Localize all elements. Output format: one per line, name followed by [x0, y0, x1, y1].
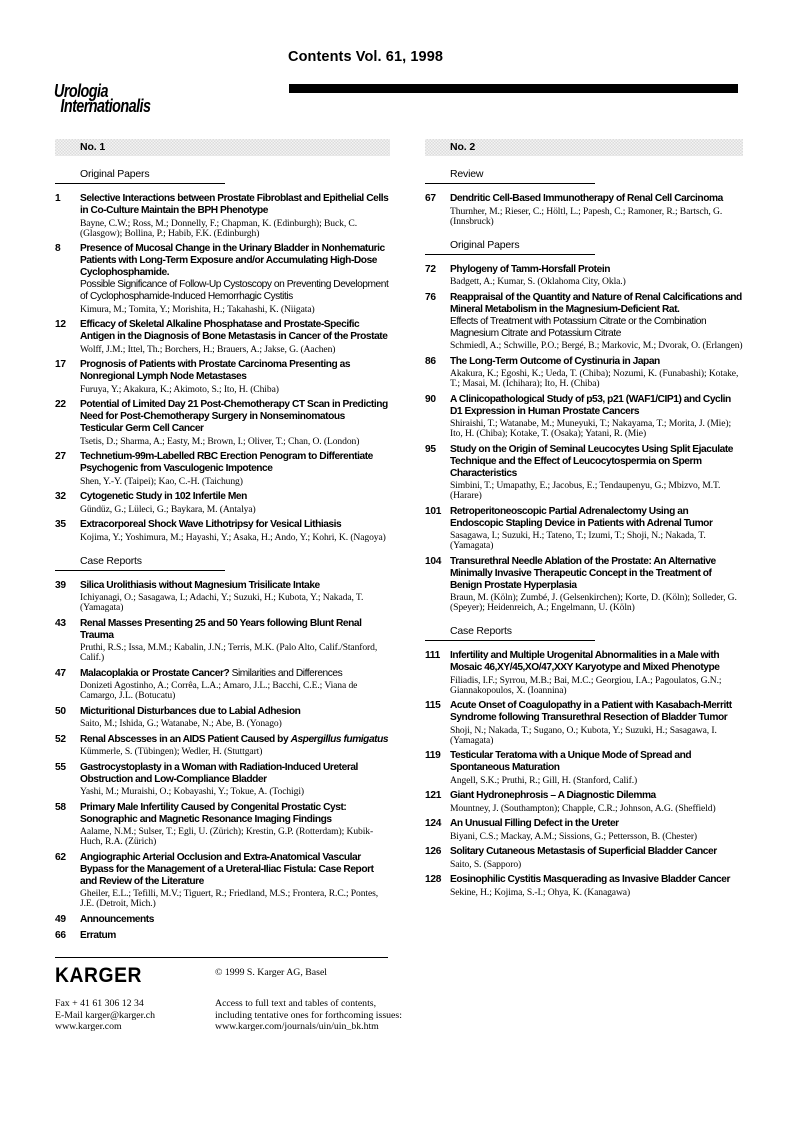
access-url-link[interactable]: www.karger.com/journals/uin/uin_bk.htm — [215, 1021, 379, 1032]
entry-authors: Aalame, N.M.; Sulser, T.; Egli, U. (Zürich); Krestin, G.P. (Rotterdam); Kubik-Huch, R.A. (Zürich) — [80, 826, 374, 847]
entry-title — [80, 519, 390, 531]
entry-title — [450, 790, 743, 802]
journal-logo — [54, 81, 151, 116]
entry-page-number: 27 — [55, 451, 66, 462]
toc-section — [55, 168, 390, 543]
toc-entry — [425, 394, 743, 440]
toc-entry — [425, 556, 743, 614]
entry-title — [80, 580, 390, 592]
entry-body — [450, 650, 743, 696]
entry-authors: Saito, S. (Sapporo) — [450, 858, 522, 870]
entry-body — [80, 930, 390, 942]
entry-title — [80, 734, 390, 746]
toc-entry — [55, 491, 390, 515]
entry-page-number: 119 — [425, 750, 441, 761]
entry-page-number: 43 — [55, 617, 66, 629]
entry-authors: Kojima, Y.; Yoshimura, M.; Hayashi, Y.; Asaka, H.; Ando, Y.; Kohri, K. (Nagoya) — [80, 531, 386, 543]
toc-entry — [425, 846, 743, 870]
section-entries — [425, 650, 743, 898]
entry-body — [450, 394, 743, 440]
entry-authors: Pruthi, R.S.; Issa, M.M.; Kabalin, J.N.; Terris, M.K. (Palo Alto, Calif./Stanford, Calif.) — [80, 642, 378, 663]
entry-body — [450, 556, 743, 614]
section-header-rule — [425, 640, 595, 641]
journal-name-line1: Urologia — [54, 81, 108, 101]
toc-entry — [55, 399, 390, 447]
entry-body — [450, 506, 743, 552]
title-segment: Angiographic Arterial Occlusion and Extra-Anatomical Vascular Bypass for the Management of a Ureteral-Iliac Fistula: Case Report and Review of the Literature — [80, 851, 374, 887]
section-header — [55, 555, 390, 571]
entry-title — [80, 914, 390, 926]
entry-authors: Biyani, C.S.; Mackay, A.M.; Sissions, G.; Pettersson, B. (Chester) — [450, 830, 698, 842]
entry-title — [80, 399, 390, 435]
entry-page-number: 50 — [55, 705, 66, 717]
toc-entry — [425, 356, 743, 390]
entry-title — [80, 451, 390, 475]
toc-entry — [55, 243, 390, 315]
title-segment: Retroperitoneoscopic Partial Adrenalectomy Using an Endoscopic Stapling Device in Patients with Adrenal Tumor — [450, 505, 713, 529]
entry-authors: Saito, M.; Ishida, G.; Watanabe, N.; Abe, B. (Yonago) — [80, 718, 282, 729]
toc-entry — [425, 700, 743, 746]
access-note-line2: including tentative ones for forthcoming issues: — [215, 1009, 402, 1021]
toc-section — [425, 625, 743, 898]
entry-page-number: 49 — [55, 913, 66, 925]
toc-entry — [55, 734, 390, 758]
issue-column — [425, 139, 743, 947]
page-title: Contents Vol. 61, 1998 — [288, 49, 444, 65]
email-line: E-Mail karger@karger.ch — [55, 1009, 156, 1021]
toc-entry — [55, 802, 390, 848]
title-segment: Presence of Mucosal Change in the Urinary Bladder in Nonhematuric Patients with Long-Term Exposure and/or Accumulating High-Dose Cyclophosphamide. — [80, 243, 385, 278]
entry-authors: Schmiedl, A.; Schwille, P.O.; Bergé, B.; Markovic, M.; Dvorak, O. (Erlangen) — [450, 340, 743, 351]
toc-entry — [425, 264, 743, 288]
issue-column-body — [425, 168, 743, 898]
title-segment: An Unusual Filling Defect in the Ureter — [450, 818, 619, 829]
entry-body — [80, 802, 390, 848]
toc-entry — [425, 292, 743, 352]
entry-title — [450, 874, 743, 886]
entry-title — [80, 319, 390, 343]
entry-authors: Mountney, J. (Southampton); Chapple, C.R.; Johnson, A.G. (Sheffield) — [450, 802, 716, 814]
entry-authors: Thurnher, M.; Rieser, C.; Höltl, L.; Papesh, C.; Ramoner, R.; Bartsch, G. (Innsbruck) — [450, 205, 723, 227]
entry-authors: Filiadis, I.F.; Syrrou, M.B.; Bai, M.C.; Georgiou, I.A.; Pagoulatos, G.N.; Giannakopoulos, X. (Ioannina) — [450, 674, 722, 696]
toc-entry — [55, 852, 390, 910]
title-segment: Technetium-99m-Labelled RBC Erection Penogram to Differentiate Psychogenic from Vasculogenic Impotence — [80, 451, 373, 474]
entry-body — [450, 264, 743, 288]
section-header-rule — [425, 183, 595, 184]
entry-title — [450, 444, 743, 480]
toc-section — [425, 168, 743, 227]
section-header-rule — [425, 254, 595, 255]
entry-body — [450, 750, 743, 786]
title-segment: Prognosis of Patients with Prostate Carcinoma Presenting as Nonregional Lymph Node Metastases — [80, 359, 351, 382]
entry-title — [80, 802, 390, 826]
issue-label: No. 2 — [450, 141, 476, 153]
section-header — [425, 168, 743, 184]
entry-title — [450, 264, 743, 276]
entry-body — [80, 193, 390, 239]
title-segment: Infertility and Multiple Urogenital Abnormalities in a Male with Mosaic 46,XY/45,XO/47,XXY Karyotype and Mixed Phenotype — [450, 650, 720, 673]
entry-body — [80, 852, 390, 910]
entry-body — [80, 451, 390, 487]
entry-page-number: 12 — [55, 319, 66, 330]
entry-authors: Shen, Y.-Y. (Taipei); Kao, C.-H. (Taichung) — [80, 475, 243, 487]
title-segment: Selective Interactions between Prostate Fibroblast and Epithelial Cells in Co-Culture Maintain the BPH Phenotype — [80, 193, 389, 216]
entry-page-number: 86 — [425, 355, 436, 367]
entry-body — [80, 580, 390, 614]
entry-body — [450, 846, 743, 870]
title-segment: Transurethral Needle Ablation of the Prostate: An Alternative Minimally Invasive Therapeutic Concept in the Treatment of Benign Prostate Hyperplasia — [450, 555, 716, 591]
entry-authors: Kimura, M.; Tomita, Y.; Morishita, H.; Takahashi, K. (Niigata) — [80, 303, 315, 315]
section-header-label: Original Papers — [80, 168, 150, 180]
entry-title — [80, 852, 390, 888]
toc-entry — [425, 818, 743, 842]
columns — [55, 139, 743, 947]
entry-page-number: 115 — [425, 700, 441, 711]
toc-entry — [55, 319, 390, 355]
title-segment: Acute Onset of Coagulopathy in a Patient with Kasabach-Merritt Syndrome following Transurethral Resection of Bladder Tumor — [450, 700, 732, 723]
toc-entry — [55, 580, 390, 614]
title-segment: Erratum — [80, 930, 116, 941]
entry-page-number: 17 — [55, 359, 66, 370]
entry-authors: Shoji, N.; Nakada, T.; Sugano, O.; Kubota, Y.; Suzuki, H.; Sasagawa, I. (Yamagata) — [450, 724, 717, 746]
entry-authors: Wolff, J.M.; Ittel, Th.; Borchers, H.; Brauers, A.; Jakse, G. (Aachen) — [80, 343, 336, 355]
entry-authors: Simbini, T.; Umapathy, E.; Jacobus, E.; Tendaupenyu, G.; Mbizvo, M.T. (Harare) — [450, 480, 721, 501]
toc-entry — [55, 618, 390, 664]
toc-entry — [55, 706, 390, 730]
entry-title — [80, 762, 390, 786]
footer-contact-block — [55, 998, 155, 1033]
entry-body — [80, 399, 390, 447]
entry-body — [80, 243, 390, 315]
title-segment: Effects of Treatment with Potassium Citrate or the Combination Magnesium Citrate and Potassium Citrate — [450, 315, 707, 339]
entry-title — [450, 818, 743, 830]
title-segment: Primary Male Infertility Caused by Congenital Prostatic Cyst: Sonographic and Magnetic Resonance Imaging Findings — [80, 801, 347, 825]
entry-body — [80, 319, 390, 355]
entry-body — [80, 734, 390, 758]
title-segment: Aspergillus fumigatus — [290, 733, 389, 745]
header-rule-bar — [289, 84, 738, 93]
access-note-line1: Access to full text and tables of contents, — [215, 998, 377, 1009]
entry-body — [80, 359, 390, 395]
section-header-label: Original Papers — [450, 238, 520, 251]
title-segment: Phylogeny of Tamm-Horsfall Protein — [450, 263, 610, 275]
title-segment: Reappraisal of the Quantity and Nature of Renal Calcifications and Mineral Metabolism in the Magnesium-Deficient Rat. — [450, 291, 742, 315]
toc-section — [55, 555, 390, 943]
entry-authors: Kümmerle, S. (Tübingen); Wedler, H. (Stuttgart) — [80, 746, 263, 757]
entry-body — [450, 700, 743, 746]
section-header-label: Review — [450, 168, 484, 180]
title-segment: Renal Masses Presenting 25 and 50 Years following Blunt Renal Trauma — [80, 617, 362, 641]
title-segment: Giant Hydronephrosis – A Diagnostic Dilemma — [450, 790, 656, 801]
footer-access-block — [215, 998, 402, 1033]
entry-page-number: 66 — [55, 930, 66, 941]
toc-entry — [55, 914, 390, 926]
title-segment: The Long-Term Outcome of Cystinuria in Japan — [450, 355, 660, 367]
entry-authors: Akakura, K.; Egoshi, K.; Ueda, T. (Chiba); Nozumi, K. (Funabashi); Kotake, T.; Masai, M. (Ichihara); Ito, H. (Chiba) — [450, 368, 739, 389]
toc-entry — [55, 193, 390, 239]
entry-page-number: 95 — [425, 443, 436, 455]
entry-title — [80, 706, 390, 718]
toc-entry — [55, 359, 390, 395]
section-header — [425, 239, 743, 255]
toc-entry — [55, 451, 390, 487]
toc-entry — [55, 930, 390, 942]
entry-authors: Shiraishi, T.; Watanabe, M.; Muneyuki, T.; Nakayama, T.; Morita, J. (Mie); Ito, H. (Chiba); Kotake, T. (Osaka); Yatani, R. (Mie) — [450, 418, 732, 439]
entry-authors: Donizeti Agostinho, A.; Corrêa, L.A.; Amaro, J.L.; Bacchi, C.E.; Viana de Camargo, J.L. (Botucatu) — [80, 680, 358, 701]
entry-page-number: 62 — [55, 851, 66, 863]
website-link[interactable]: www.karger.com — [55, 1021, 122, 1032]
entry-authors: Sekine, H.; Kojima, S.-I.; Ohya, K. (Kanagawa) — [450, 886, 631, 898]
title-segment: A Clinicopathological Study of p53, p21 (WAF1/CIP1) and Cyclin D1 Expression in Human Prostate Cancers — [450, 393, 731, 417]
entry-body — [450, 356, 743, 390]
entry-title — [450, 650, 743, 674]
entry-page-number: 52 — [55, 733, 66, 745]
entry-page-number: 104 — [425, 555, 442, 567]
entry-title — [80, 930, 390, 942]
title-segment: Micturitional Disturbances due to Labial Adhesion — [80, 705, 301, 717]
entry-page-number: 76 — [425, 291, 436, 303]
entry-authors: Bayne, C.W.; Ross, M.; Donnelly, F.; Chapman, K. (Edinburgh); Buck, C. (Glasgow); Bollina, P.; Habib, F.K. (Edinburgh) — [80, 217, 358, 239]
title-segment: Silica Urolithiasis without Magnesium Trisilicate Intake — [80, 579, 320, 591]
footer-rule — [55, 957, 388, 958]
toc-entry — [425, 874, 743, 898]
entry-page-number: 90 — [425, 393, 436, 405]
entry-body — [80, 762, 390, 798]
entry-page-number: 47 — [55, 667, 66, 679]
entry-title — [80, 243, 390, 303]
entry-authors: Furuya, Y.; Akakura, K.; Akimoto, S.; Ito, H. (Chiba) — [80, 383, 279, 395]
entry-page-number: 55 — [55, 761, 66, 773]
entry-body — [450, 790, 743, 814]
issue-band — [425, 139, 743, 156]
entry-title — [80, 668, 390, 680]
entry-page-number: 1 — [55, 193, 61, 204]
entry-authors: Angell, S.K.; Pruthi, R.; Gill, H. (Stanford, Calif.) — [450, 774, 638, 786]
entry-page-number: 22 — [55, 399, 66, 410]
entry-title — [450, 750, 743, 774]
section-entries — [425, 264, 743, 614]
entry-page-number: 39 — [55, 579, 66, 591]
toc-entry — [425, 750, 743, 786]
entry-page-number: 72 — [425, 263, 436, 275]
copyright-text: © 1999 S. Karger AG, Basel — [215, 967, 328, 978]
entry-title — [450, 394, 743, 418]
entry-title — [450, 846, 743, 858]
title-segment: Solitary Cutaneous Metastasis of Superficial Bladder Cancer — [450, 846, 717, 857]
entry-body — [80, 618, 390, 664]
title-segment: Study on the Origin of Seminal Leucocytes Using Split Ejaculate Technique and the Effect of Leucocytospermia on Sperm Characteristics — [450, 443, 733, 479]
title-segment: Gastrocystoplasty in a Woman with Radiation-Induced Ureteral Obstruction and Low-Compliance Bladder — [80, 761, 358, 785]
entry-page-number: 121 — [425, 790, 442, 801]
entry-authors: Braun, M. (Köln); Zumbé, J. (Gelsenkirchen); Korte, D. (Köln); Solleder, G. (Speyer); Heidenreich, A.; Engelmann, U. (Köln) — [450, 592, 737, 613]
entry-body — [450, 193, 743, 227]
journal-name-line2: Internationalis — [60, 95, 151, 116]
entry-title — [80, 618, 390, 642]
entry-page-number: 67 — [425, 193, 436, 204]
entry-title — [450, 556, 743, 592]
entry-authors: Gheiler, E.L.; Tefilli, M.V.; Tiguert, R.; Friedland, M.S.; Frontera, R.C.; Pontes, J.E. (Detroit, Mich.) — [80, 888, 379, 909]
toc-entry — [425, 444, 743, 502]
title-segment: Malacoplakia or Prostate Cancer? — [80, 667, 230, 679]
entry-title — [450, 506, 743, 530]
entry-page-number: 35 — [55, 519, 66, 530]
title-segment: Cytogenetic Study in 102 Infertile Men — [80, 491, 247, 502]
section-header-label: Case Reports — [80, 554, 142, 567]
entry-authors: Yashi, M.; Muraishi, O.; Kobayashi, Y.; Tokue, A. (Tochigi) — [80, 786, 304, 797]
section-entries — [55, 580, 390, 943]
title-segment: Possible Significance of Follow-Up Cystoscopy on Preventing Development of Cyclophosphamide-Induced Hemorrhagic Cystitis — [80, 279, 389, 302]
toc-section — [425, 239, 743, 614]
entry-page-number: 128 — [425, 874, 442, 885]
entry-page-number: 32 — [55, 491, 66, 502]
karger-logo: KARGER — [55, 964, 143, 987]
title-segment: Testicular Teratoma with a Unique Mode of Spread and Spontaneous Maturation — [450, 750, 692, 773]
issue-column-body — [55, 168, 390, 942]
entry-authors: Tsetis, D.; Sharma, A.; Easty, M.; Brown, I.; Oliver, T.; Chan, O. (London) — [80, 435, 360, 447]
entry-body — [80, 491, 390, 515]
toc-entry — [55, 668, 390, 702]
fax-line: Fax + 41 61 306 12 34 — [55, 998, 144, 1009]
section-entries — [425, 193, 743, 227]
entry-authors: Ichiyanagi, O.; Sasagawa, I.; Adachi, Y.; Suzuki, H.; Kubota, Y.; Nakada, T. (Yamagata) — [80, 592, 364, 613]
entry-authors: Badgett, A.; Kumar, S. (Oklahoma City, Okla.) — [450, 276, 626, 287]
entry-body — [80, 519, 390, 543]
title-segment: Efficacy of Skeletal Alkaline Phosphatase and Prostate-Specific Antigen in the Diagnosis of Bone Metastasis in Cancer of the Prostate — [80, 319, 388, 342]
entry-page-number: 111 — [425, 650, 440, 661]
entry-title — [80, 359, 390, 383]
title-segment: Eosinophilic Cystitis Masquerading as Invasive Bladder Cancer — [450, 874, 730, 885]
entry-authors: Sasagawa, I.; Suzuki, H.; Tateno, T.; Izumi, T.; Shoji, N.; Nakada, T. (Yamagata) — [450, 530, 706, 551]
entry-title — [450, 700, 743, 724]
title-segment: Announcements — [80, 913, 154, 925]
toc-entry — [425, 193, 743, 227]
section-header-rule — [55, 183, 225, 184]
section-header-label: Case Reports — [450, 625, 512, 637]
entry-title — [450, 356, 743, 368]
entry-authors: Gündüz, G.; Lüleci, G.; Baykara, M. (Antalya) — [80, 503, 256, 515]
title-segment: Potential of Limited Day 21 Post-Chemotherapy CT Scan in Predicting Need for Post-Chemotherapy Surgery in Nonseminomatous Testicular Germ Cell Cancer — [80, 399, 388, 434]
issue-band — [55, 139, 390, 156]
page-footer — [55, 957, 738, 1077]
entry-title — [80, 193, 390, 217]
entry-title — [450, 292, 743, 340]
issue-column — [55, 139, 390, 947]
entry-title — [450, 193, 743, 205]
entry-title — [80, 491, 390, 503]
entry-page-number: 8 — [55, 243, 61, 254]
title-segment: Renal Abscesses in an AIDS Patient Caused by — [80, 733, 291, 745]
toc-entry — [425, 790, 743, 814]
entry-body — [450, 292, 743, 352]
title-segment: Extracorporeal Shock Wave Lithotripsy for Vesical Lithiasis — [80, 519, 342, 530]
entry-body — [450, 818, 743, 842]
title-segment: Similarities and Differences — [229, 667, 343, 679]
entry-body — [80, 706, 390, 730]
entry-page-number: 58 — [55, 801, 66, 813]
entry-page-number: 126 — [425, 846, 442, 857]
entry-page-number: 101 — [425, 505, 442, 517]
title-segment: Dendritic Cell-Based Immunotherapy of Renal Cell Carcinoma — [450, 193, 723, 204]
entry-body — [450, 874, 743, 898]
issue-label: No. 1 — [80, 141, 106, 153]
toc-entry — [55, 762, 390, 798]
section-header — [425, 625, 743, 641]
entry-page-number: 124 — [425, 818, 442, 829]
toc-entry — [425, 506, 743, 552]
entry-body — [80, 668, 390, 702]
section-header — [55, 168, 390, 184]
toc-entry — [55, 519, 390, 543]
toc-entry — [425, 650, 743, 696]
entry-body — [450, 444, 743, 502]
section-entries — [55, 193, 390, 543]
section-header-rule — [55, 570, 225, 571]
entry-body — [80, 914, 390, 926]
